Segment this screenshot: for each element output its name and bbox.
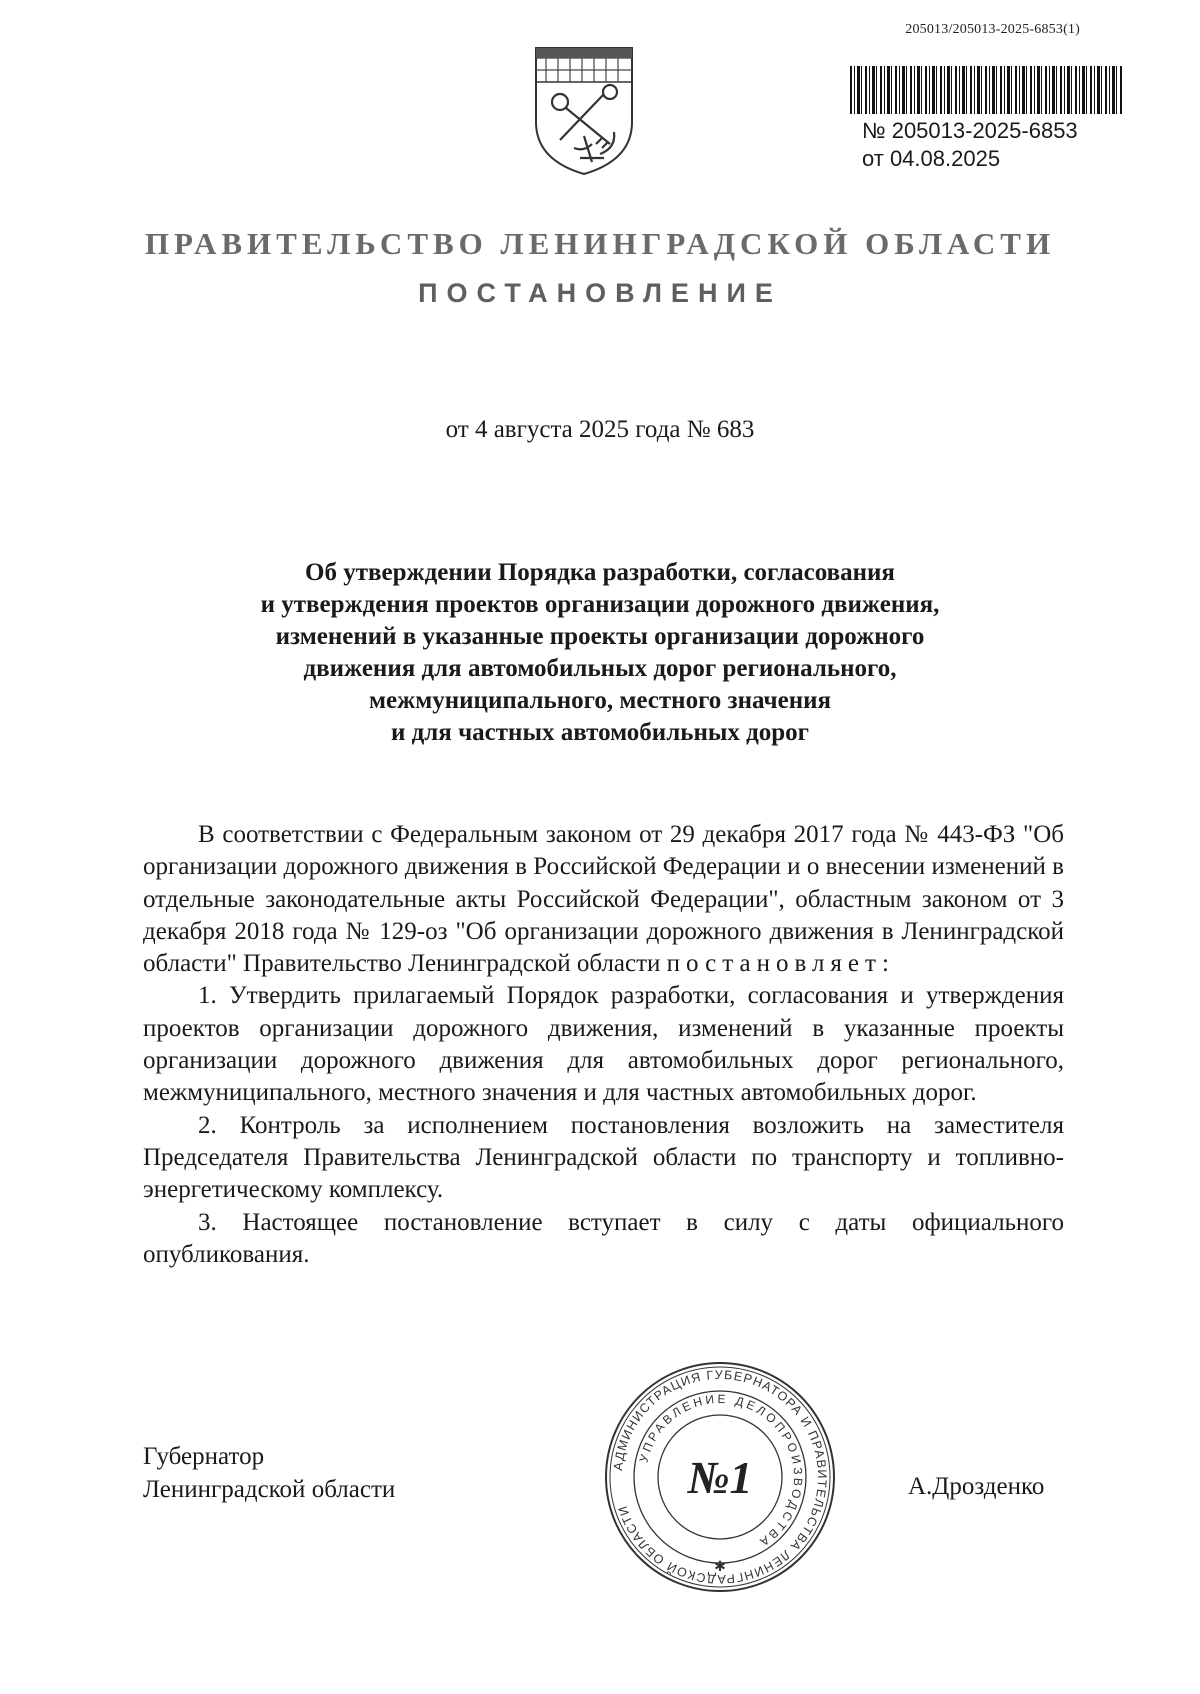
subject-line: и для частных автомобильных дорог (390, 719, 810, 746)
registration-number: № 205013-2025-6853 (862, 118, 1078, 143)
intro-text: В соответствии с Федеральным законом от 29 декабря 2017 года № 443-ФЗ "Об организации дорожного движения в Российской Федерации и о внесении изменений в отдельные законодательные акты Российской Федерации", областным законом от 3 декабря 2018 года № 129-оз "Об организации дорожного движения в Ленинградской области" Правительство Ленинградской области (143, 821, 1064, 978)
document-reference: 205013/205013-2025-6853(1) (905, 22, 1080, 37)
signatory-position (143, 1440, 395, 1506)
item-3: 3. Настоящее постановление вступает в силу с даты официального опубликования. (143, 1208, 1064, 1268)
seal-outer-text: АДМИНИСТРАЦИЯ ГУБЕРНАТОРА И ПРАВИТЕЛЬСТВА ЛЕНИНГРАДСКОЙ ОБЛАСТИ (611, 1367, 830, 1587)
position-line: Ленинградской области (143, 1476, 396, 1503)
subject-line: Об утверждении Порядка разработки, согласования (305, 559, 895, 586)
item-2: 2. Контроль за исполнением постановления возложить на заместителя Председателя Правительства Ленинградской области по транспорту и топливно-энергетическому комплексу. (143, 1111, 1064, 1204)
document-type: ПОСТАНОВЛЕНИЕ (418, 278, 782, 308)
subject-line: движения для автомобильных дорог регионального, (303, 655, 897, 682)
item-1: 1. Утвердить прилагаемый Порядок разработки, согласования и утверждения проектов организации дорожного движения, изменений в указанные проекты организации дорожного движения для автомобильных дорог регионального, межмуниципального, местного значения и для частных автомобильных дорог. (143, 982, 1064, 1107)
coat-of-arms-icon (530, 44, 638, 178)
intro-paragraph (143, 819, 1064, 980)
position-line: Губернатор (143, 1443, 265, 1470)
signatory-name: А.Дрозденко (908, 1473, 1045, 1500)
registration-date: от 04.08.2025 (862, 146, 1001, 171)
barcode-icon (850, 66, 1124, 114)
document-date: от 4 августа 2025 года № 683 (445, 416, 755, 443)
subject-line: изменений в указанные проекты организации дорожного (275, 623, 925, 650)
star-icon: ✱ (714, 1560, 726, 1575)
subject-line: и утверждения проектов организации дорожного движения, (260, 591, 940, 618)
seal-inner-text: УПРАВЛЕНИЕ ДЕЛОПРОИЗВОДСТВА (636, 1391, 806, 1551)
seal-stamp (602, 1359, 838, 1595)
seal-number: №1 (687, 1452, 753, 1503)
resolves-word: постановляет: (666, 950, 895, 978)
organization-title: ПРАВИТЕЛЬСТВО ЛЕНИНГРАДСКОЙ ОБЛАСТИ (144, 226, 1056, 261)
subject-line: межмуниципального, местного значения (368, 687, 832, 714)
document-body (143, 819, 1064, 1271)
document-subject (0, 557, 1200, 749)
